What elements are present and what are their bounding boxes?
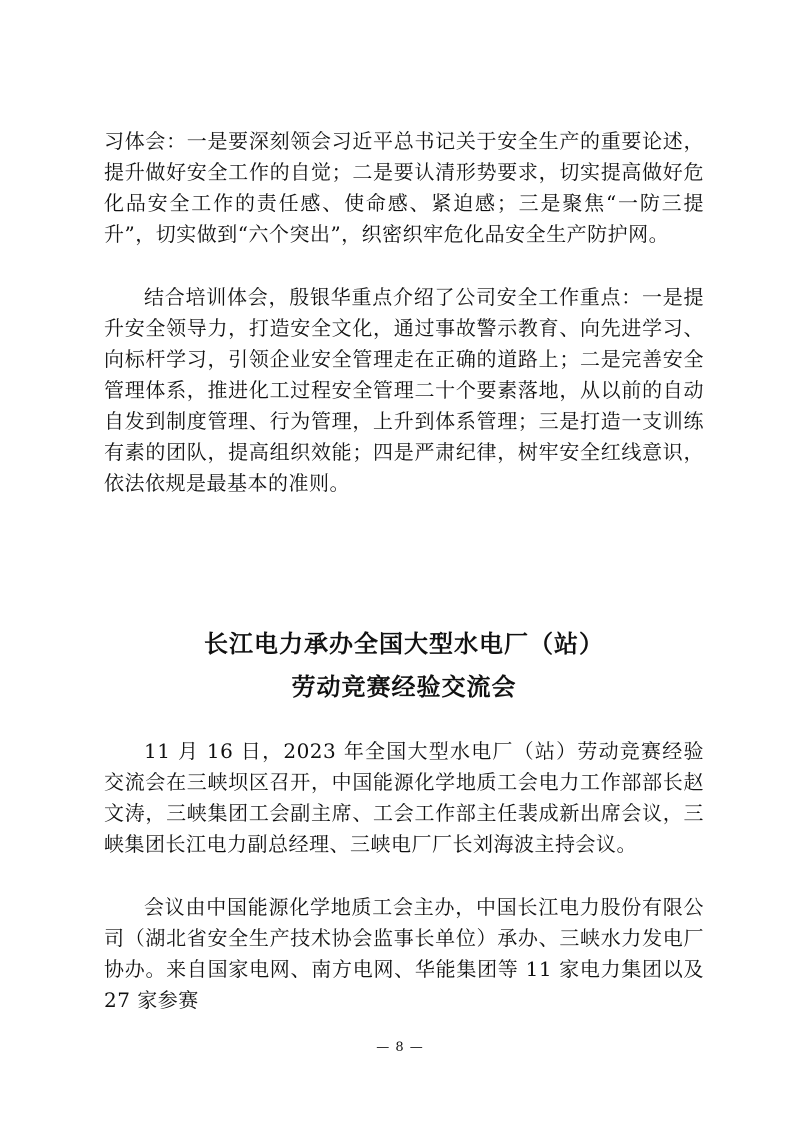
page-number: — 8 —: [376, 1040, 424, 1055]
body-paragraph-3: 11 月 16 日，2023 年全国大型水电厂（站）劳动竞赛经验交流会在三峡坝区召开，中国能源化学地质工会电力工作部部长赵文涛，三峡集团工会副主席、工会工作部主任裴成新出席会议，三峡集团长江电力副总经理、三峡电厂厂长刘海波主持会议。: [104, 739, 704, 856]
article-title-line-1: 长江电力承办全国大型水电厂（站）: [204, 629, 604, 658]
body-paragraph-1: 习体会：一是要深刻领会习近平总书记关于安全生产的重要论述，提升做好安全工作的自觉；二是要认清形势要求，切实提高做好危化品安全工作的责任感、使命感、紧迫感；三是聚焦“一防三提升”，切实做到“六个突出”，织密织牢危化品安全生产防护网。: [104, 129, 704, 246]
body-paragraph-2: 结合培训体会，殷银华重点介绍了公司安全工作重点：一是提升安全领导力，打造安全文化，通过事故警示教育、向先进学习、向标杆学习，引领企业安全管理走在正确的道路上；二是完善安全管理体系，推进化工过程安全管理二十个要素落地，从以前的自动自发到制度管理、行为管理，上升到体系管理；三是打造一支训练有素的团队，提高组织效能；四是严肃纪律，树牢安全红线意识，依法依规是最基本的准则。: [104, 285, 704, 495]
body-paragraph-4: 会议由中国能源化学地质工会主办，中国长江电力股份有限公司（湖北省安全生产技术协会监事长单位）承办、三峡水力发电厂协办。来自国家电网、南方电网、华能集团等 11 家电力集团以及 27 家参赛: [104, 895, 704, 1012]
article-title-line-2: 劳动竞赛经验交流会: [291, 672, 517, 701]
